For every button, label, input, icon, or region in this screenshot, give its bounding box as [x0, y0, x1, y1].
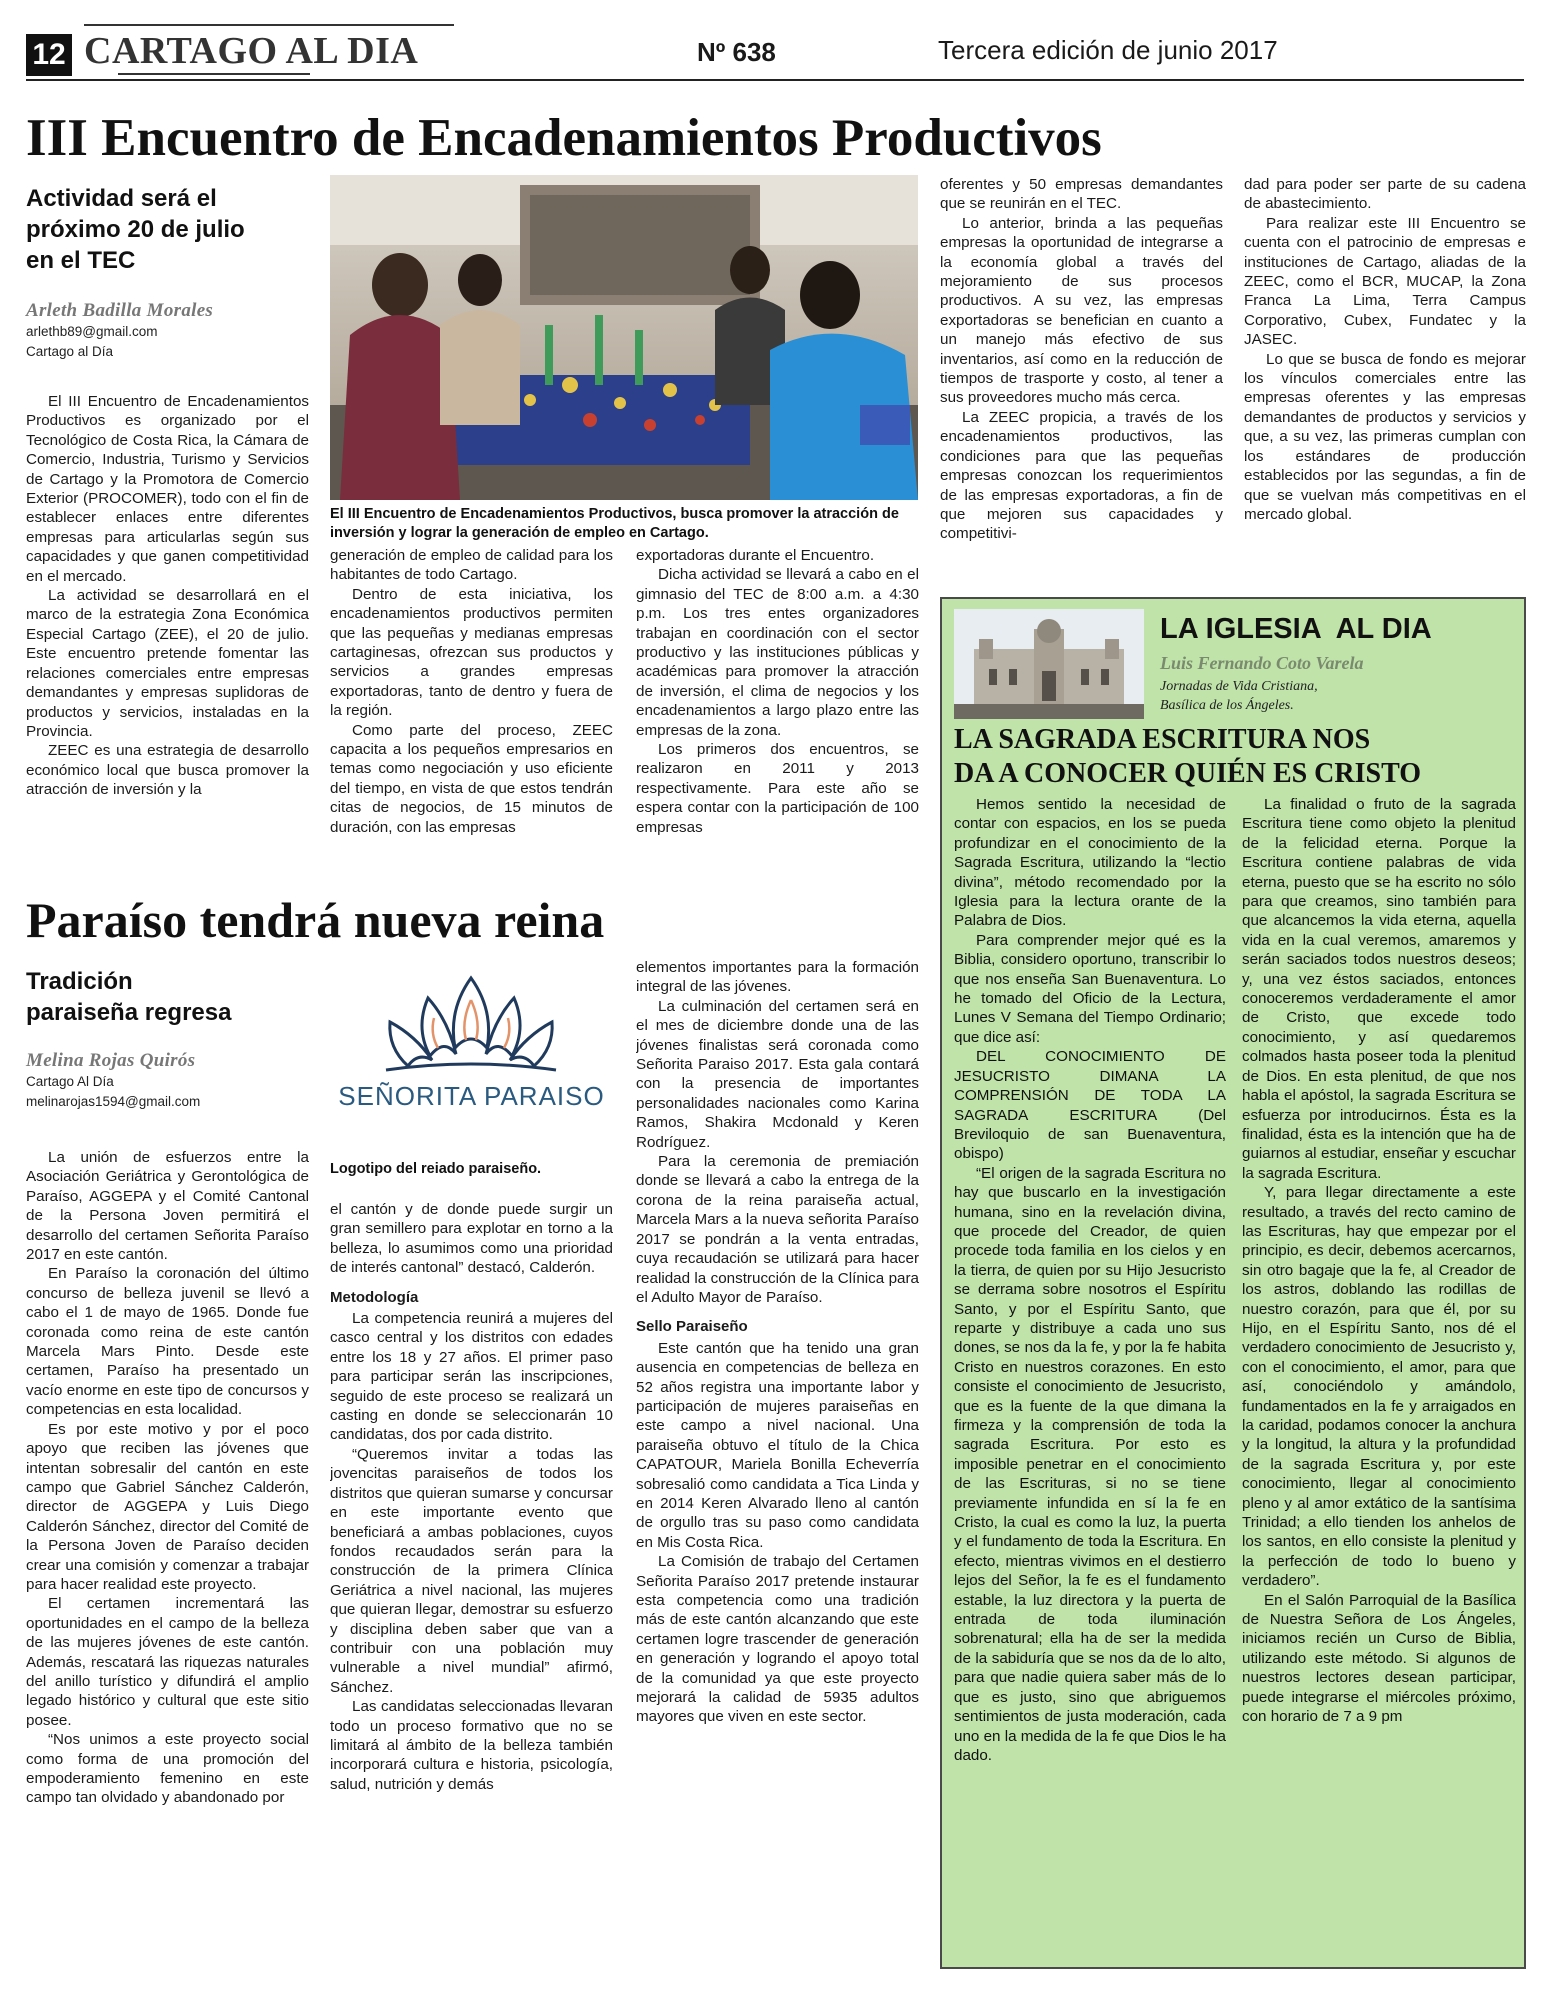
paragraph: La Comisión de trabajo del Certamen Señorita Paraíso 2017 pretende instaurar esta competencia como una tradición más de este cantón alcanzando que este certamen logre trascender de generación en generación y logrando el apoyo total de la comunidad ya que este proyecto mejorará la calidad de 5935 adultos mayores que viven en este sector.: [636, 1553, 919, 1726]
article1-column-4: [940, 175, 1223, 587]
paragraph: DEL CONOCIMIENTO DE JESUCRISTO DIMANA LA COMPRENSIÓN DE TODA LA SAGRADA ESCRITURA (Del Breviloquio de san Buenaventura, obispo): [954, 1048, 1226, 1163]
article2-column-3: [636, 958, 919, 1958]
article1-column-2: [330, 546, 613, 880]
section-title: LA IGLESIA AL DIA: [1160, 613, 1432, 645]
paragraph: Las candidatas seleccionadas llevaran todo un proceso formativo que no se limitará al ámbito de la belleza también incorporará cultura e historia, psicología, salud, nutrición y demás: [330, 1698, 613, 1793]
sidebar-column-1: [954, 795, 1226, 1961]
logo-caption: Logotipo del reiado paraiseño.: [330, 1161, 542, 1177]
columnist-role: [1160, 677, 1318, 715]
role-line: Basílica de los Ángeles.: [1160, 698, 1294, 713]
issue-number: Nº 638: [697, 37, 776, 67]
header-bottom-rule: [26, 79, 1524, 81]
outlet-name: Cartago Al Día: [26, 1074, 114, 1089]
paragraph: Este cantón que ha tenido una gran ausencia en competencias de belleza en 52 años registra una importante labor y participación de mujeres paraiseñas en este campo a nivel nacional. Una paraiseña obtuvo el título de la Chica CAPATOUR, Mariela Bonilla Echeverría sobresalió como candidata a Tica Linda y en 2014 Keren Alvarado lleno al cantón de orgullo tras su paso como candidata en Mis Costa Rica.: [636, 1339, 919, 1551]
paragraph: La competencia reunirá a mujeres del casco central y los distritos con edades entre los 18 y 27 años. El primer paso para participar serán las inscripciones, seguido de este proceso se realizará un casting en donde se seleccionarán 10 candidatas, dos por cada distrito.: [330, 1310, 613, 1444]
basilica-photo: [954, 609, 1144, 719]
author-email: melinarojas1594@gmail.com: [26, 1094, 201, 1109]
paragraph: Hemos sentido la necesidad de contar con espacios, en los se pueda profundizar en el conocimiento de la Sagrada Escritura, utilizando la “lectio divina”, método recomendado por la Iglesia para la lectura orante de la Palabra de Dios.: [954, 796, 1226, 930]
paragraph: Lo que se busca de fondo es mejorar los vínculos comerciales entre las empresas oferentes y las empresas demandantes de productos y servicios y que, a su vez, las primeras cumplan con los estándares de producción establecidos por las segundas, a fin de que se vuelvan más competitivas en el mercado global.: [1244, 350, 1526, 523]
header-top-rule: [84, 24, 454, 26]
masthead-logo: CARTAGO AL DIA: [84, 30, 419, 72]
page-number: 12: [26, 34, 72, 76]
crown-icon: [330, 970, 613, 1080]
paragraph: El certamen incrementará las oportunidades en el campo de la belleza de las mujeres jóvenes de este cantón. Además, rescatará las riquezas naturales del anillo turístico y difundirá el amplio legado histórico y cultural que este sitio posee.: [26, 1595, 309, 1729]
logo-underline: [118, 73, 310, 75]
paragraph: La culminación del certamen será en el mes de diciembre donde una de las jóvenes finalistas será coronada como Señorita Paraiso 2017. Esta gala contará con la presencia de importantes personalidades nacionales como Karina Ramos, Shakira Mcdonald y Keren Rodríguez.: [636, 997, 919, 1151]
paragraph: La finalidad o fruto de la sagrada Escritura tiene como objeto la plenitud de la felicidad eterna. Porque la Escritura contiene palabras de vida eterna, puesto que se ha escrito no sólo para que creamos, sino también para que alcancemos la vida eterna, aquella vida en la cual veremos, amaremos y serán saciados todos nuestros deseos; y, una vez éstos saciados, entonces conoceremos verdaderamente el amor de Cristo, que excede todo conocimiento, y así quedaremos colmados hasta poseer toda la plenitud de Dios. En esta plenitud, de que nos habla el apóstol, la sagrada Escritura se esfuerza por introducirnos. Ésta es la finalidad, ésta es la intención que ha de guiarnos al estudiar, enseñar y escuchar la sagrada Escritura.: [1242, 796, 1516, 1182]
sidebar-headline: [954, 723, 1518, 791]
paragraph: Como parte del proceso, ZEEC capacita a los pequeños empresarios en temas como negociación y uso eficiente del tiempo, en vista de que estos tendrán citas de negocios, de 15 minutos de duración, con las empresas: [330, 721, 613, 836]
paragraph: exportadoras durante el Encuentro.: [636, 547, 875, 564]
article1-column-3: [636, 546, 919, 880]
article2-column-2: [330, 1200, 613, 1958]
section-heading: Sello Paraiseño: [636, 1318, 748, 1336]
paragraph: Para realizar este III Encuentro se cuenta con el patrocinio de empresas e instituciones de Cartago, aliadas de la ZEEC, como el BCR, MUCAP, la Zona Franca La Lima, Terra Campus Corporativo, Cubex, Fundatec y la JASEC.: [1244, 214, 1526, 349]
senorita-paraiso-logo: [330, 970, 613, 1140]
article1-subhead: [26, 183, 316, 276]
event-photo: [330, 175, 918, 500]
outlet-name: Cartago al Día: [26, 344, 114, 359]
photo-caption: El III Encuentro de Encadenamientos Productivos, busca promover la atracción de inversión y lograr la generación de empleo en Cartago.: [330, 506, 899, 541]
author-name: Melina Rojas Quirós: [26, 1050, 196, 1071]
paragraph: Dicha actividad se llevará a cabo en el gimnasio del TEC de 8:00 a.m. a 4:30 p.m. Los tres entes organizadores trabajan en coordinación con el sector productivo y las instituciones públicas y académicas para promover la atracción de inversión, el clima de negocios y los encadenamientos a largo plazo entre las empresas de la zona.: [636, 566, 919, 739]
article2-subhead: [26, 966, 316, 1028]
article1-column-1: [26, 392, 309, 880]
author-email: arlethb89@gmail.com: [26, 324, 158, 339]
paragraph: elementos importantes para la formación integral de las jóvenes.: [636, 959, 919, 996]
paragraph: En Paraíso la coronación del último concurso de belleza juvenil se llevó a cabo el 1 de mayo de 1965. Donde fue coronada como reina de este cantón Marcela Mars Pinto. Desde este certamen, Paraíso ha presentado un vacío enorme en este tipo de concursos y competencias en esta localidad.: [26, 1265, 309, 1419]
paragraph: “El origen de la sagrada Escritura no hay que buscarlo en la investigación humana, sino en la revelación divina, que procede del Creador, de quien procede toda familia en los cielos y en la tierra, de quien por su Hijo Jesucristo se derrama sobre nosotros el Espíritu Santo, y por el Espíritu Santo, que reparte y distribuye a cada uno sus dones, se nos da la fe, y por la fe habita Cristo en nuestros corazones. En esto consiste el conocimiento de Jesucristo, que es la fuente de la que dimana la firmeza y la comprensión de toda la sagrada Escritura. Por esto es imposible penetrar en el conocimiento de las Escrituras, si no se tiene previamente infundida en sí la fe en Cristo, la cual es como la luz, la puerta y el fundamento de toda la Escritura. En efecto, mientras vivimos en el destierro lejos del Señor, la fe es el fundamento estable, la luz directora y la puerta de entrada de toda iluminación sobrenatural; ella ha de ser la medida de la sabiduría que se nos da de lo alto, para que nadie quiera saber más de lo que es justo, sino que abriguemos sentimientos de justa moderación, cada uno en la medida de la fe que Dios le ha dado.: [954, 1164, 1226, 1764]
paragraph: Y, para llegar directamente a este resultado, a través del recto camino de las Escrituras, hay que empezar por el principio, es decir, debemos acercarnos, sin otro bagaje que la fe, al Creador de los astros, doblando las rodillas de nuestro corazón, para que él, por su Hijo, en el Espíritu Santo, nos dé el verdadero conocimiento de Jesucristo y, con el conocimiento, el amor, para que así, conociéndolo y amándolo, fundamentados en la fe y arraigados en la caridad, podamos conocer la anchura y la longitud, la altura y la profundidad de la sagrada Escritura y, por este conocimiento, llegar al conocimiento pleno y al amor extático de la santísima Trinidad; a ello tienden los anhelos de los santos, en ello consiste la plenitud y la perfección de todo lo bueno y verdadero”.: [1242, 1184, 1516, 1590]
subhead-line: próximo 20 de julio: [26, 216, 245, 243]
paragraph: Para comprender mejor qué es la Biblia, considero oportuno, transcribir lo que nos enseña San Buenaventura. Lo he tomado del Oficio de la Lectura, Lunes V Semana del Tiempo Ordinario; que dice así:: [954, 931, 1226, 1046]
article2-headline: Paraíso tendrá nueva reina: [26, 892, 605, 948]
paragraph: La unión de esfuerzos entre la Asociación Geriátrica y Gerontológica de Paraíso, AGGEPA y el Comité Cantonal de la Persona Joven permitirá el desarrollo del certamen Señorita Paraíso 2017 en este cantón.: [26, 1149, 309, 1264]
paragraph: La actividad se desarrollará en el marco de la estrategia Zona Económica Especial Cartago (ZEE), el 20 de julio. Este encuentro pretende fomentar las relaciones comerciales entre empresas demandantes y empresas suplidoras de productos y servicios, instaladas en la Provincia.: [26, 587, 309, 740]
sidebar-column-2: [1242, 795, 1516, 1961]
paragraph: dad para poder ser parte de su cadena de abastecimiento.: [1244, 176, 1526, 213]
paragraph: La ZEEC propicia, a través de los encadenamientos productivos, las condiciones para que las pequeñas empresas conozcan los requerimientos de las empresas exportadoras, a fin de que mejoren sus capacidades y competitivi-: [940, 408, 1223, 543]
paragraph: ZEEC es una estrategia de desarrollo económico local que busca promover la atracción de inversión y la: [26, 742, 309, 799]
columnist-name: Luis Fernando Coto Varela: [1160, 653, 1364, 673]
article2-column-1: [26, 1148, 309, 1958]
paragraph: El III Encuentro de Encadenamientos Productivos es organizado por el Tecnológico de Costa Rica, la Cámara de Comercio, Industria, Turismo y Servicios de Cartago y la Promotora de Comercio Exterior (PROCOMER), todo con el fin de establecer enlaces entre diferentes empresas para articularlas según sus capacidades y que ganen competitividad en el mercado.: [26, 393, 309, 585]
edition-date: Tercera edición de junio 2017: [938, 35, 1278, 65]
paragraph: Los primeros dos encuentros, se realizaron en 2011 y 2013 respectivamente. Para este año se espera contar con la participación de 100 empresas: [636, 741, 919, 836]
church-column-box: [940, 597, 1526, 1969]
paragraph: En el Salón Parroquial de la Basílica de Nuestra Señora de Los Ángeles, iniciamos recién un Curso de Biblia, utilizando este método. Si algunos de nuestros lectores desean participar, puede integrarse el miércoles próximo, con horario de 7 a 9 pm: [1242, 1591, 1516, 1726]
paragraph: oferentes y 50 empresas demandantes que se reunirán en el TEC.: [940, 176, 1223, 213]
article1-headline: III Encuentro de Encadenamientos Productivos: [26, 109, 1102, 167]
paragraph: “Queremos invitar a todas las jovencitas paraiseños de todos los distritos que quieran sumarse y concursar en este importante evento que beneficiará a ambas poblaciones, cuyos fondos recaudados serán para la construcción de la primera Clínica Geriátrica a nivel nacional, las mujeres que quieran llegar, demostrar su esfuerzo y disciplina deben saber que van a contribuir con una población muy vulnerable a nivel mundial” afirmó, Sánchez.: [330, 1445, 613, 1696]
author-name: Arleth Badilla Morales: [26, 300, 214, 321]
article1-byline: [26, 300, 326, 362]
paragraph: “Nos unimos a este proyecto social como forma de una promoción del empoderamiento femenino en este campo tan olvidado y abandonado por: [26, 1731, 309, 1807]
subhead-line: paraiseña regresa: [26, 999, 232, 1026]
headline-line: LA SAGRADA ESCRITURA NOS: [954, 724, 1371, 755]
subhead-line: Actividad será el: [26, 185, 217, 212]
subhead-line: Tradición: [26, 968, 133, 995]
section-heading: Metodología: [330, 1288, 419, 1306]
role-line: Jornadas de Vida Cristiana,: [1160, 679, 1318, 694]
article1-column-5: [1244, 175, 1526, 587]
headline-line: DA A CONOCER QUIÉN ES CRISTO: [954, 758, 1422, 789]
paragraph: el cantón y de donde puede surgir un gran semillero para explotar en torno a la belleza, lo asumimos como una prioridad de interés cantonal” destacó, Calderón.: [330, 1201, 613, 1277]
paragraph: Dentro de esta iniciativa, los encadenamientos productivos permiten que las pequeñas y medianas empresas cartaginesas, ofrezcan sus productos y servicios a grandes empresas exportadoras, tanto de dentro y fuera de la región.: [330, 585, 613, 720]
paragraph: Es por este motivo y por el poco apoyo que reciben las jóvenes que intentan sobresalir del cantón en este campo que Gabriel Sánchez Calderón, director de AGGEPA y Luis Diego Calderón Sánchez, director del Comité de la Persona Joven de Paraíso deciden crear una comisión y comenzar a trabajar para hacer realidad este proyecto.: [26, 1420, 309, 1593]
logo-wordmark: SEÑORITA PARAISO: [338, 1081, 605, 1111]
paragraph: generación de empleo de calidad para los habitantes de todo Cartago.: [330, 547, 613, 584]
paragraph: Lo anterior, brinda a las pequeñas empresas la oportunidad de integrarse a la economía global a través del mejoramiento de sus procesos productivos. A su vez, las empresas exportadoras se benefician en cuanto a un manejo más efectivo de sus inventarios, así como en la reducción de tiempos de trasporte y costo, al tener a sus proveedores mucho más cerca.: [940, 214, 1223, 407]
article2-byline: [26, 1050, 326, 1112]
subhead-line: en el TEC: [26, 247, 136, 274]
paragraph: Para la ceremonia de premiación donde se llevará a cabo la entrega de la corona de la reina paraiseña actual, Marcela Mars a la nueva señorita Paraíso 2017 se pondrán a la venta entradas, cuya recaudación se utilizará para hacer realidad la construcción de la Clínica para el Adulto Mayor de Paraíso.: [636, 1153, 919, 1306]
